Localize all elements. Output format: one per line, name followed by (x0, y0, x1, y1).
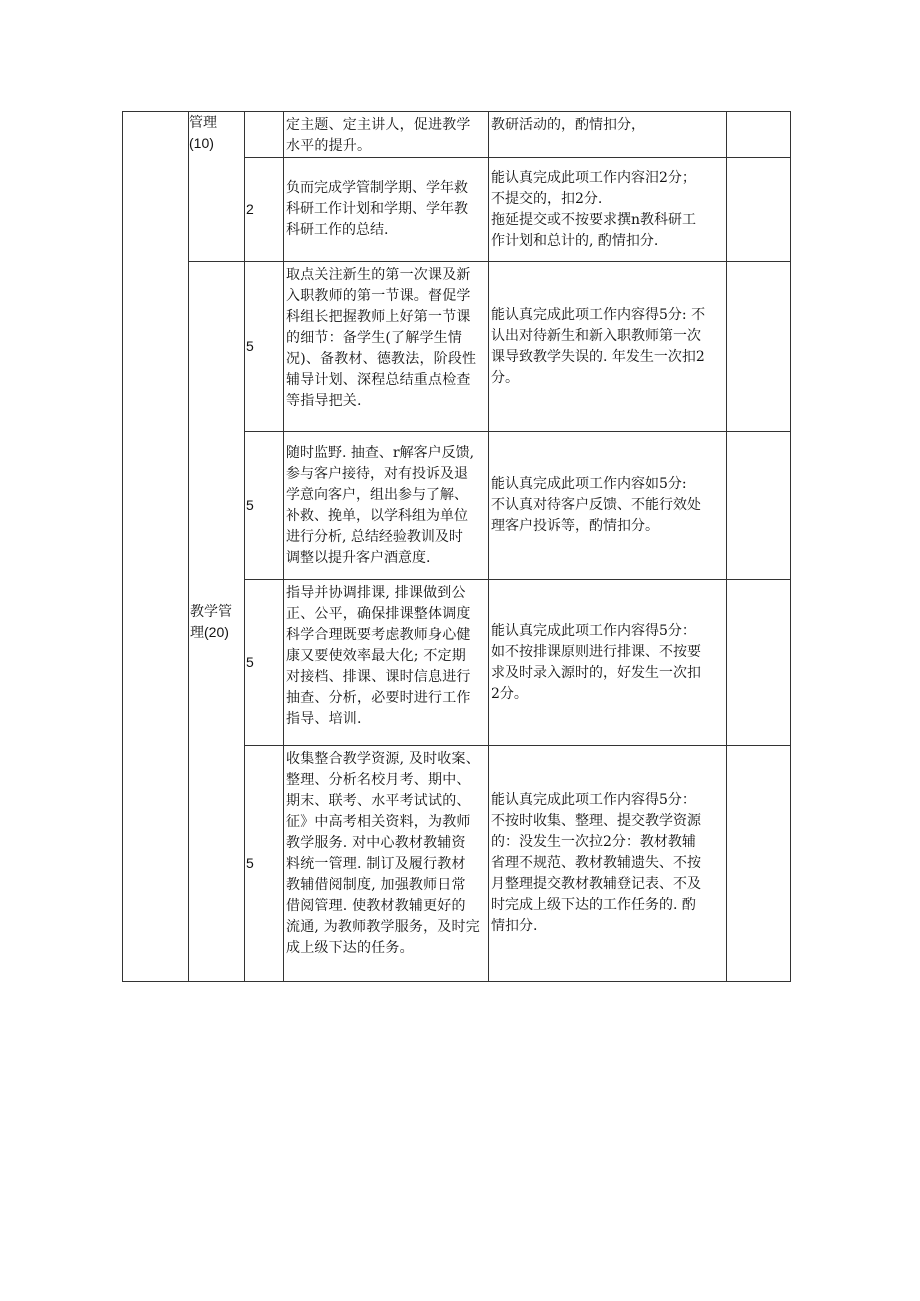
description-cell: 随时监野. 抽查、r解客户反馈, 参与客户接待，对有投诉及退 学意向客户，组出参与了解、 补救、挽单，以学科组为单位 进行分析, 总结经验教训及时 调整以提升客户酒意度. (284, 432, 489, 580)
criteria-cell: 能认真完成此项工作内容如5分: 不认真对待客户反馈、不能行效处 理客户投诉等，酌情扣分。 (489, 432, 727, 580)
score-cell: 5 (245, 580, 284, 746)
table-row (123, 262, 791, 432)
category-management: 管理 (10) (189, 112, 245, 262)
table-row (123, 112, 791, 158)
remarks-cell (727, 262, 791, 432)
category-teaching: 教学管 理(20) (189, 262, 245, 982)
description-cell: 取点关注新生的第一次课及新 入职教师的第一节课。督促学 科组长把握教师上好第一节课 的细节：备学生(了解学生情 况)、备教材、德教法，阶段性 辅导计划、深程总结重点检查 等指导把关. (284, 262, 489, 432)
remarks-cell (727, 746, 791, 982)
remarks-cell (727, 158, 791, 262)
description-cell: 定主题、定主讲人，促进教学 水平的提升。 (284, 112, 489, 158)
criteria-cell: 能认真完成此项工作内容得5分: 不 认出对待新生和新入职教师第一次 课导致教学失误的. 年发生一次扣2 分。 (489, 262, 727, 432)
remarks-cell (727, 112, 791, 158)
first-column-cell (123, 112, 189, 982)
score-cell: 5 (245, 746, 284, 982)
score-cell: 5 (245, 432, 284, 580)
criteria-cell: 教研活动的，酌情扣分， (489, 112, 727, 158)
description-cell: 收集整合教学资源, 及时收案、 整理、分析名校月考、期中、 期末、联考、水平考试试的、 征》中高考相关资料，为教师 教学服务. 对中心教材教辅资 料统一管理. 制订及履行教材 教辅借阅制度, 加强教师日常 借阅管理. 使教材教辅更好的 流通, 为教师教学服务，及时完 成上级下达的任务。 (284, 746, 489, 982)
criteria-cell: 能认真完成此项工作内容汨2分； 不提交的，扣2分. 拖延提交或不按要求撰n教科研工 作计划和总计的, 酌情扣分. (489, 158, 727, 262)
remarks-cell (727, 580, 791, 746)
score-cell: 2 (245, 158, 284, 262)
description-cell: 负而完成学管制学期、学年救 科研工作计划和学期、学年教 科研工作的总结. (284, 158, 489, 262)
criteria-cell: 能认真完成此项工作内容得5分： 如不按排课原则进行排课、不按要 求及时录入源时的，好发生一次扣 2分。 (489, 580, 727, 746)
remarks-cell (727, 432, 791, 580)
score-cell (245, 112, 284, 158)
score-cell: 5 (245, 262, 284, 432)
evaluation-table (122, 111, 791, 982)
criteria-cell: 能认真完成此项工作内容得5分： 不按时收集、整理、提交教学资源 的：没发生一次拉2分：教材教辅 省理不规范、教材教辅遗失、不按 月整理提交教材教辅登记表、不及 时完成上级下达的工作任务的. 酌 情扣分. (489, 746, 727, 982)
description-cell: 指导并协调排课, 排课做到公 正、公平，确保排课整体调度 科学合理既要考虑教师身心健 康又要使效率最大化; 不定期 对接档、排课、课时信息进行 抽查、分析，必要时进行工作 指导、培训. (284, 580, 489, 746)
